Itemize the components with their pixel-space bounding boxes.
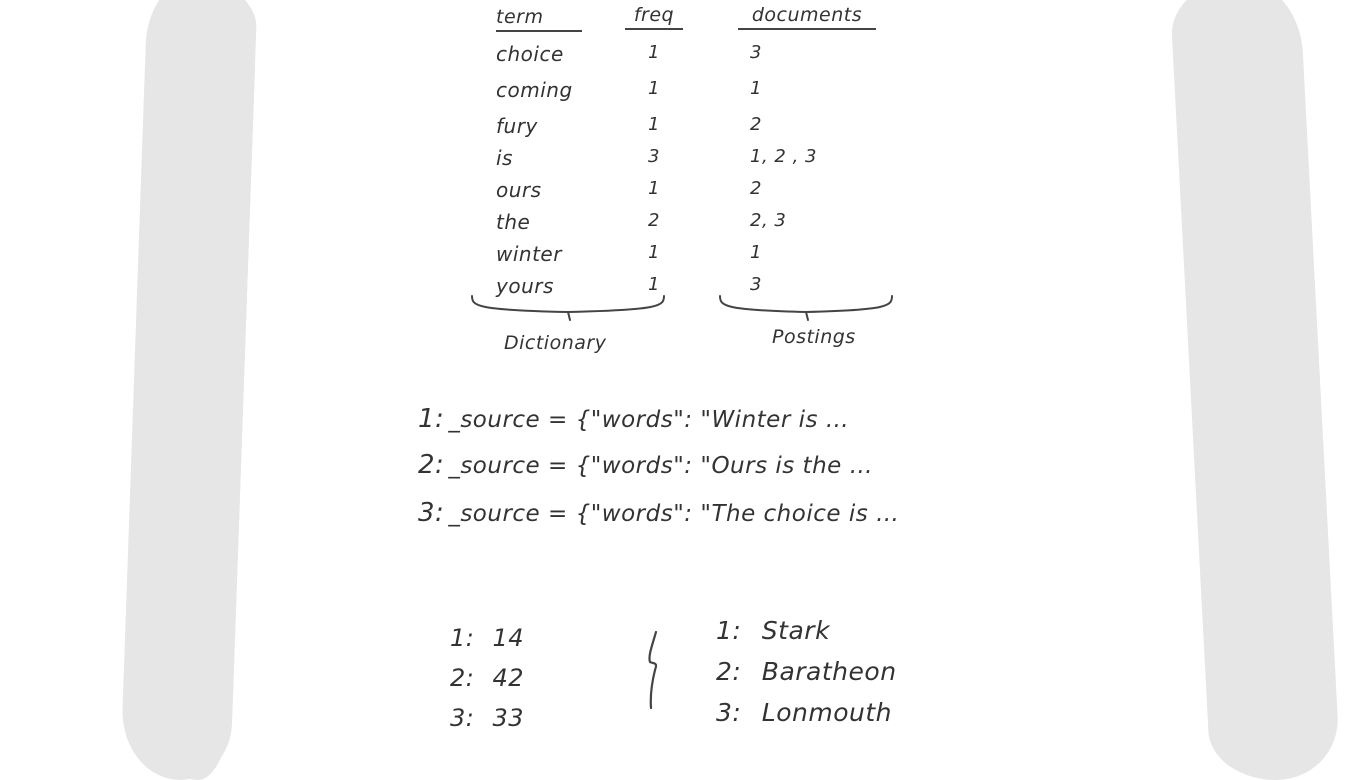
source-line-2 [418,450,873,480]
cell-term: coming [496,78,573,102]
table-row [470,242,910,274]
table-row [470,114,910,146]
cell-term: winter [496,242,562,266]
background-shape-left [120,0,258,780]
column-header-term: term [496,6,582,32]
group-label-postings: Postings [772,326,856,348]
cell-documents: 1 [750,242,762,263]
doc-id: 1: [716,616,742,645]
cell-freq: 1 [648,274,660,295]
doc-name: Baratheon [761,657,897,686]
table-row [470,42,910,74]
list-item [450,618,524,658]
cell-freq: 1 [648,178,660,199]
doc-id: 3: [716,698,742,727]
source-line-1-text: _source = {"words": "Winter is … [448,407,850,433]
list-item [450,658,524,698]
cell-freq: 2 [648,210,660,231]
source-line-2-number: 2: [418,450,445,480]
source-line-2-text: _source = {"words": "Ours is the … [448,453,874,479]
cell-term: ours [496,178,542,202]
cell-freq: 1 [648,78,660,99]
table-row [470,78,910,110]
source-line-1 [418,404,849,434]
cell-term: choice [496,42,564,66]
cell-documents: 1, 2 , 3 [750,146,817,167]
cell-term: fury [496,114,538,138]
source-line-1-number: 1: [418,404,445,434]
inverted-index-table [470,0,910,310]
source-line-3 [418,498,900,528]
list-item [716,610,897,651]
doc-value: 33 [492,704,525,732]
dictionary-brace-icon [468,292,684,322]
doc-value: 42 [492,664,525,692]
source-line-3-number: 3: [418,498,445,528]
doc-name: Stark [761,616,831,645]
cell-documents: 2, 3 [750,210,787,231]
doc-id: 3: [450,704,475,732]
doc-id-name-list [716,610,897,733]
doc-id: 2: [450,664,475,692]
cell-freq: 1 [648,42,660,63]
table-row [470,210,910,242]
source-line-3-text: _source = {"words": "The choice is … [448,501,900,527]
column-header-freq: freq [625,4,683,30]
list-item [716,651,897,692]
cell-freq: 3 [648,146,660,167]
doc-name: Lonmouth [761,698,893,727]
postings-brace-icon [716,292,906,322]
doc-value: 14 [492,624,525,652]
cell-documents: 3 [750,42,762,63]
cell-documents: 2 [750,178,762,199]
doc-id: 1: [450,624,475,652]
cell-freq: 1 [648,242,660,263]
cell-documents: 2 [750,114,762,135]
cell-documents: 1 [750,78,762,99]
cell-term: is [496,146,513,170]
list-item [716,692,897,733]
table-row [470,146,910,178]
column-header-documents: documents [738,4,876,30]
doc-id-number-list [450,618,524,738]
cell-freq: 1 [648,114,660,135]
separator-squiggle-icon [640,630,670,710]
list-item [450,698,524,738]
doc-id: 2: [716,657,742,686]
group-label-dictionary: Dictionary [504,332,607,354]
table-row [470,178,910,210]
cell-term: the [496,210,531,234]
cell-documents: 3 [750,274,762,295]
cell-term: yours [496,274,554,298]
background-shape-right [1169,0,1341,780]
